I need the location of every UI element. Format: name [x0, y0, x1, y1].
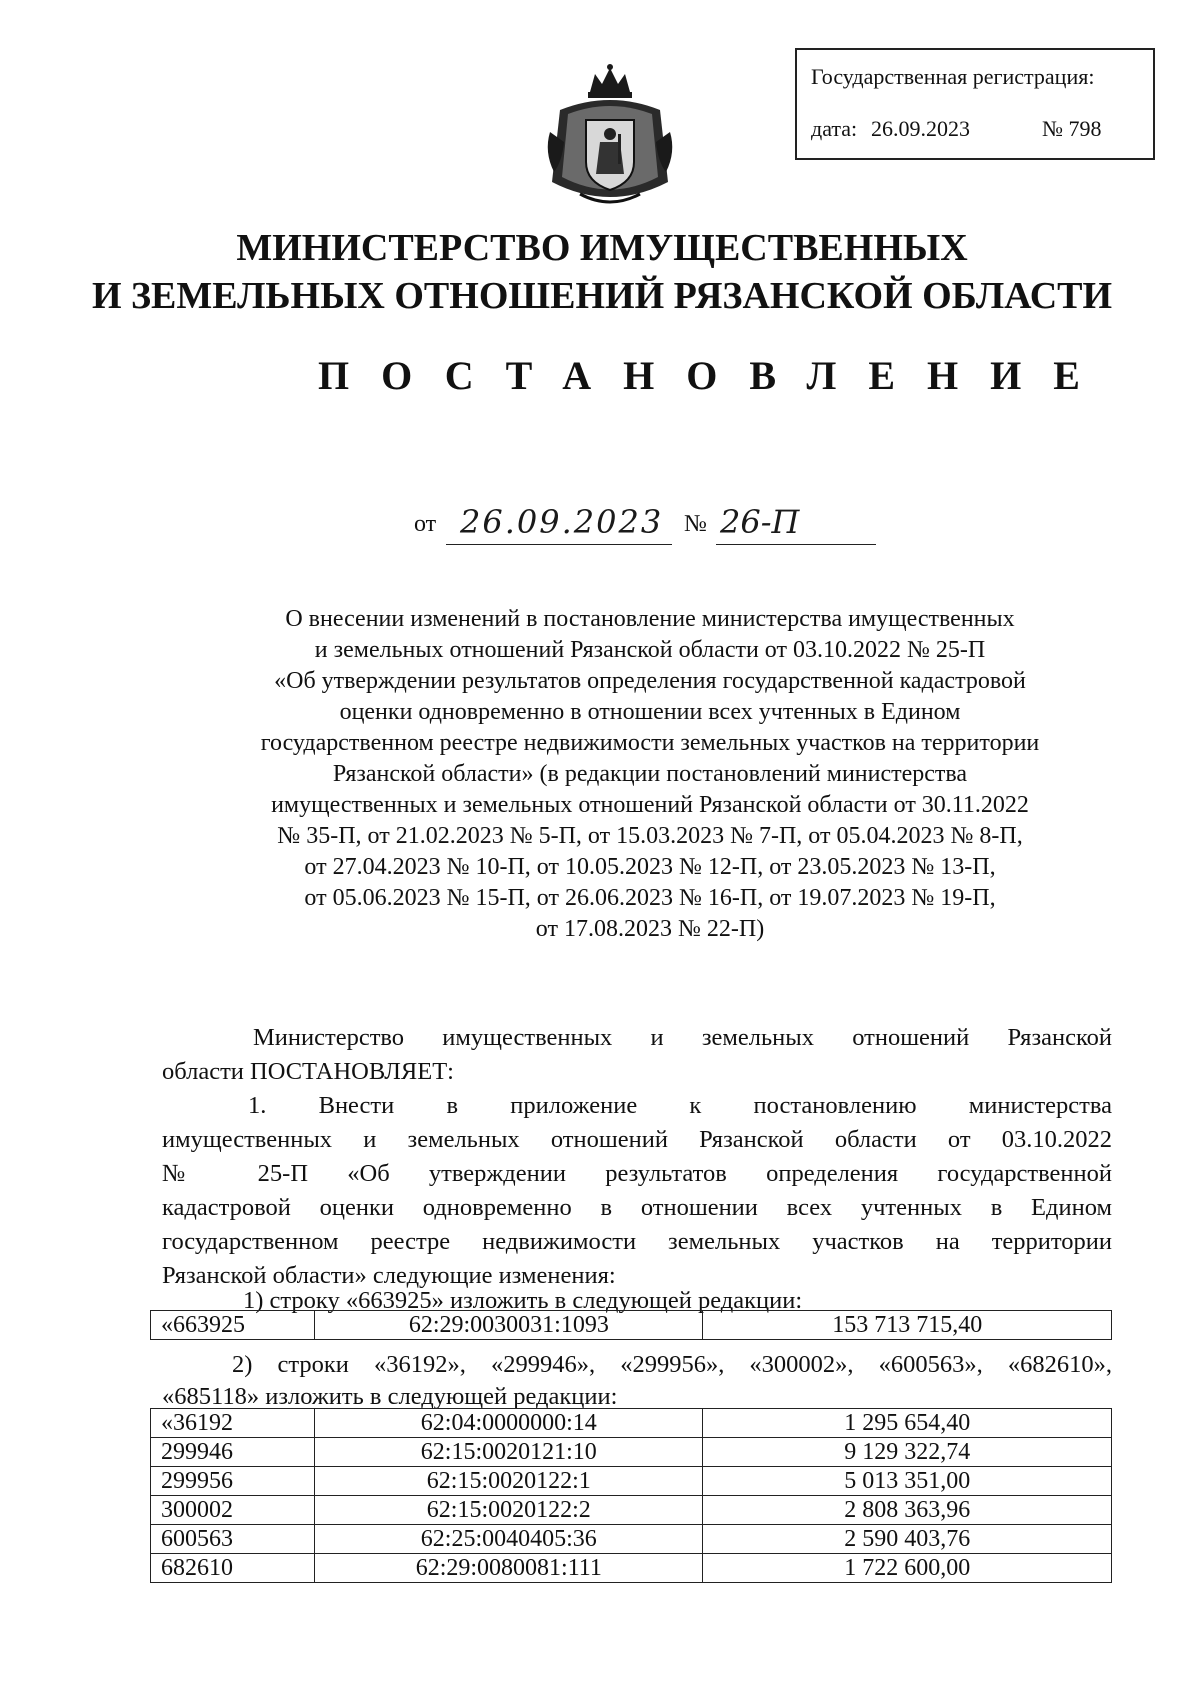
- table-cell-number: 299946: [151, 1438, 315, 1467]
- subject-line: и земельных отношений Рязанской области от 03.10.2022 № 25-П: [314, 637, 986, 663]
- coat-of-arms-emblem: [540, 62, 680, 212]
- table-cell-number: 600563: [151, 1525, 315, 1554]
- table-cell-number: «36192: [151, 1409, 315, 1438]
- subject-line: «Об утверждении результатов определения государственной кадастровой: [274, 668, 1026, 694]
- body-paragraph-line: Рязанской области» следующие изменения:: [162, 1262, 616, 1289]
- subject-line: оценки одновременно в отношении всех учтенных в Едином: [339, 699, 961, 725]
- table-cell-value: 1 295 654,40: [703, 1409, 1112, 1438]
- from-label: от: [414, 511, 437, 537]
- subject-line: от 17.08.2023 № 22-П): [535, 916, 765, 942]
- body-paragraph-line: области ПОСТАНОВЛЯЕТ:: [162, 1058, 454, 1085]
- table-cell-cadastral: 62:15:0020121:10: [315, 1438, 703, 1467]
- body-paragraph-line: имущественных и земельных отношений Рязанской области от 03.10.2022: [162, 1126, 1112, 1153]
- table-row: [151, 1311, 1112, 1340]
- registration-date: 26.09.2023: [871, 116, 970, 141]
- table-cell-number: «663925: [151, 1311, 315, 1340]
- subject-line: государственном реестре недвижимости земельных участков на территории: [260, 730, 1040, 756]
- subject-line: Рязанской области» (в редакции постановлений министерства: [332, 761, 968, 787]
- ministry-title-line-1: МИНИСТЕРСТВО ИМУЩЕСТВЕННЫХ: [236, 227, 968, 269]
- body-paragraph-line: кадастровой оценки одновременно в отношении всех учтенных в Едином: [162, 1194, 1112, 1221]
- table-row: [151, 1409, 1112, 1438]
- cadastral-value-table-2: [150, 1408, 1112, 1583]
- subject-line: от 27.04.2023 № 10-П, от 10.05.2023 № 12-П, от 23.05.2023 № 13-П,: [304, 854, 996, 880]
- body-paragraph-line: Министерство имущественных и земельных отношений Рязанской: [253, 1024, 1112, 1051]
- table-cell-number: 300002: [151, 1496, 315, 1525]
- table-cell-value: 2 808 363,96: [703, 1496, 1112, 1525]
- table-cell-cadastral: 62:25:0040405:36: [315, 1525, 703, 1554]
- registration-stamp-box: [795, 48, 1155, 160]
- table-cell-value: 5 013 351,00: [703, 1467, 1112, 1496]
- registration-title: Государственная регистрация:: [811, 64, 1095, 89]
- subject-line: имущественных и земельных отношений Рязанской области от 30.11.2022: [271, 792, 1029, 818]
- registration-date-label: дата:: [811, 116, 858, 141]
- table-cell-value: 9 129 322,74: [703, 1438, 1112, 1467]
- body-paragraph-line: государственном реестре недвижимости земельных участков на территории: [162, 1228, 1112, 1255]
- table-cell-cadastral: 62:29:0030031:1093: [315, 1311, 703, 1340]
- subject-line: О внесении изменений в постановление министерства имущественных: [285, 606, 1015, 632]
- cadastral-value-table-1: [150, 1310, 1112, 1340]
- document-type-heading: ПОСТАНОВЛЕНИЕ: [318, 353, 1112, 398]
- body-paragraph-line: «685118» изложить в следующей редакции:: [162, 1383, 618, 1410]
- table-cell-number: 682610: [151, 1554, 315, 1583]
- registration-number: № 798: [1042, 116, 1102, 141]
- table-cell-cadastral: 62:04:0000000:14: [315, 1409, 703, 1438]
- ministry-title-line-2: И ЗЕМЕЛЬНЫХ ОТНОШЕНИЙ РЯЗАНСКОЙ ОБЛАСТИ: [91, 275, 1113, 317]
- body-paragraph-line: 1) строку «663925» изложить в следующей редакции:: [243, 1287, 803, 1314]
- table-cell-value: 2 590 403,76: [703, 1525, 1112, 1554]
- table-cell-cadastral: 62:15:0020122:2: [315, 1496, 703, 1525]
- table-cell-value: 1 722 600,00: [703, 1554, 1112, 1583]
- number-label: №: [684, 511, 707, 537]
- subject-line: от 05.06.2023 № 15-П, от 26.06.2023 № 16-П, от 19.07.2023 № 19-П,: [304, 885, 996, 911]
- table-row: [151, 1467, 1112, 1496]
- table-row: [151, 1554, 1112, 1583]
- table-cell-number: 299956: [151, 1467, 315, 1496]
- body-paragraph-line: 1. Внести в приложение к постановлению министерства: [248, 1092, 1112, 1119]
- number-underline: [716, 544, 876, 545]
- table-cell-cadastral: 62:29:0080081:111: [315, 1554, 703, 1583]
- table-cell-value: 153 713 715,40: [703, 1311, 1112, 1340]
- body-paragraph-line: № 25-П «Об утверждении результатов определения государственной: [162, 1160, 1112, 1187]
- table-row: [151, 1525, 1112, 1554]
- date-underline: [446, 544, 672, 545]
- decree-number-handwritten: 26-П: [720, 503, 800, 541]
- table-row: [151, 1438, 1112, 1467]
- decree-date-handwritten: 26.09.2023: [460, 503, 664, 541]
- table-row: [151, 1496, 1112, 1525]
- body-paragraph-line: 2) строки «36192», «299946», «299956», «300002», «600563», «682610»,: [232, 1351, 1112, 1378]
- subject-line: № 35-П, от 21.02.2023 № 5-П, от 15.03.2023 № 7-П, от 05.04.2023 № 8-П,: [277, 823, 1023, 849]
- table-cell-cadastral: 62:15:0020122:1: [315, 1467, 703, 1496]
